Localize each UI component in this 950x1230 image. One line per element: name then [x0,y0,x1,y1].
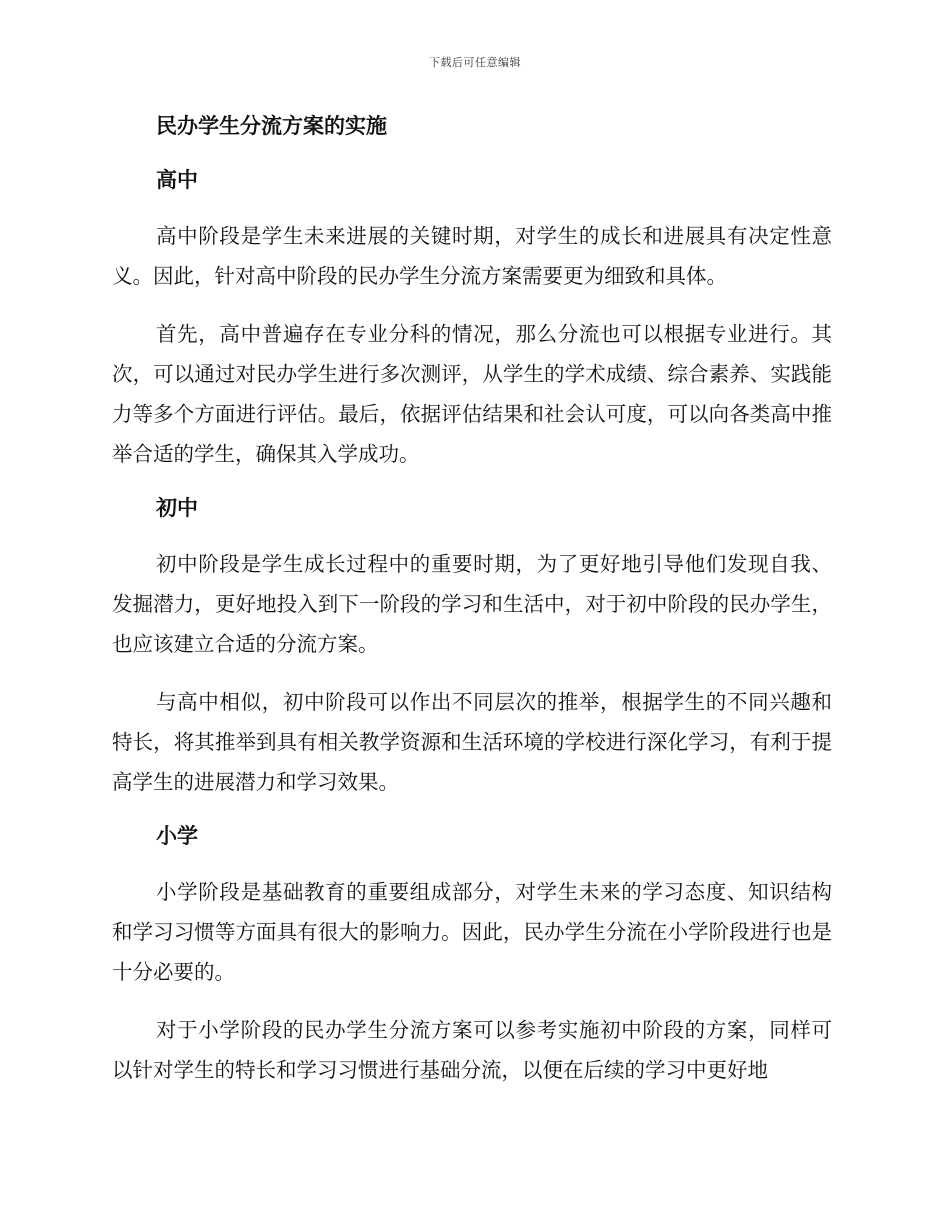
paragraph: 与高中相似，初中阶段可以作出不同层次的推举，根据学生的不同兴趣和特长，将其推举到具有相关教学资源和生活环境的学校进行深化学习，有利于提高学生的进展潜力和学习效果。 [112,690,832,794]
document-title: 民办学生分流方案的实施 [156,114,387,138]
section-heading: 小学 [156,824,198,848]
header-note: 下载后可任意编辑 [429,56,521,69]
section-heading: 高中 [156,168,198,192]
section-xiaoxue [112,820,832,1090]
section-gaozhong [112,164,832,474]
section-chuzhong [112,492,832,802]
paragraph: 初中阶段是学生成长过程中的重要时期，为了更好地引导他们发现自我、发掘潜力，更好地投入到下一阶段的学习和生活中，对于初中阶段的民办学生，也应该建立合适的分流方案。 [112,552,832,656]
paragraph: 高中阶段是学生未来进展的关键时期，对学生的成长和进展具有决定性意义。因此，针对高中阶段的民办学生分流方案需要更为细致和具体。 [112,224,832,288]
section-heading: 初中 [156,496,198,520]
document-content [112,110,832,1108]
paragraph: 小学阶段是基础教育的重要组成部分，对学生未来的学习态度、知识结构和学习习惯等方面具有很大的影响力。因此，民办学生分流在小学阶段进行也是十分必要的。 [112,880,832,984]
paragraph: 首先，高中普遍存在专业分科的情况，那么分流也可以根据专业进行。其次，可以通过对民办学生进行多次测评，从学生的学术成绩、综合素养、实践能力等多个方面进行评估。最后，依据评估结果和社会认可度，可以向各类高中推举合适的学生，确保其入学成功。 [112,322,832,466]
paragraph: 对于小学阶段的民办学生分流方案可以参考实施初中阶段的方案，同样可以针对学生的特长和学习习惯进行基础分流，以便在后续的学习中更好地 [112,1018,832,1082]
